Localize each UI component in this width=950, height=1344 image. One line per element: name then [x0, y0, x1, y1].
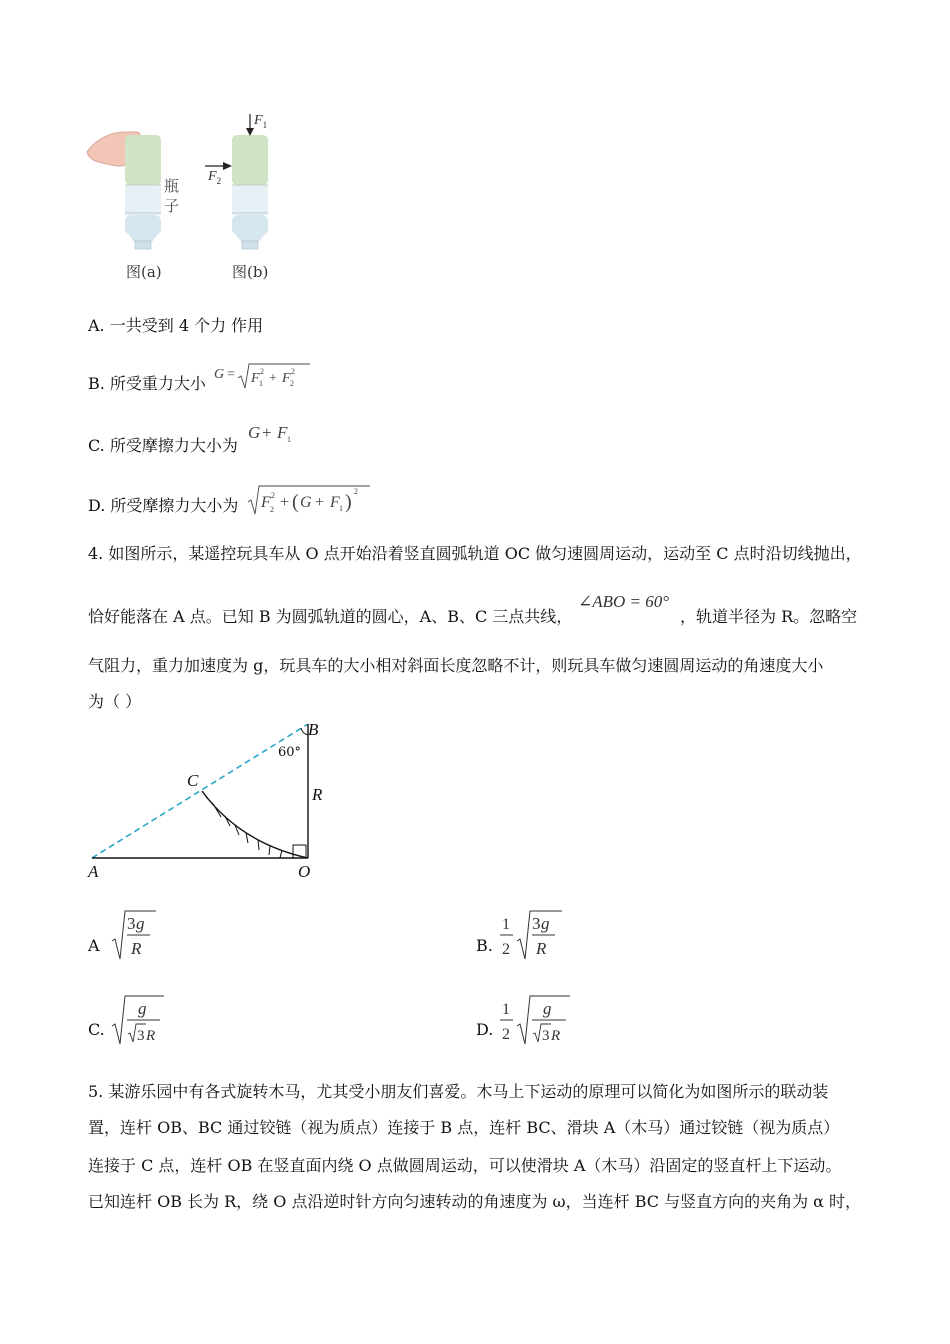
label-angle: 60° [278, 745, 302, 760]
svg-text:G: G [214, 367, 225, 382]
svg-text:R: R [131, 939, 142, 958]
svg-text:F: F [261, 494, 271, 511]
svg-text:+: + [315, 494, 325, 511]
svg-text:F: F [277, 423, 288, 442]
svg-text:): ) [345, 491, 352, 513]
svg-text:3: 3 [542, 1028, 550, 1044]
q3-option-d-text: D. 所受摩擦力大小为 [88, 496, 239, 515]
q4-option-a-label: A [88, 936, 100, 955]
f2-label: F [208, 169, 217, 184]
q3-option-b-formula [214, 360, 314, 392]
svg-text:+: + [269, 371, 277, 386]
label-a: A [88, 862, 99, 881]
q4-line-4: 为（ ） [88, 692, 142, 711]
svg-text:G: G [248, 423, 261, 442]
svg-text:F: F [282, 371, 291, 386]
svg-text:g: g [138, 999, 147, 1018]
f1-label: F [254, 113, 263, 128]
label-r: R [312, 785, 323, 804]
svg-text:2: 2 [502, 1026, 510, 1043]
svg-text:F: F [330, 494, 340, 511]
svg-text:g: g [543, 999, 552, 1018]
svg-text:G: G [300, 494, 312, 511]
svg-text:1: 1 [259, 379, 263, 388]
svg-text:2: 2 [502, 941, 510, 958]
svg-text:(: ( [292, 491, 299, 513]
q5-line-2: 置，连杆 OB、BC 通过铰链（视为质点）连接于 B 点，连杆 BC、滑块 A（木马）通过铰链（视为质点） [88, 1118, 840, 1137]
svg-text:2: 2 [354, 487, 358, 496]
arc-co [202, 791, 308, 858]
svg-text:3: 3 [127, 914, 136, 933]
q4-option-d-formula [498, 992, 578, 1048]
q5-line-4: 已知连杆 OB 长为 R，绕 O 点沿逆时针方向匀速转动的角速度为 ω，当连杆 BC 与竖直方向的夹角为 α 时， [88, 1192, 862, 1211]
label-o: O [298, 862, 311, 881]
q4-line-3: 气阻力，重力加速度为 g，玩具车的大小相对斜面长度忽略不计，则玩具车做匀速圆周运动的角速度大小 [88, 656, 824, 675]
bottle-label-1: 瓶 [164, 177, 180, 195]
label-c: C [187, 771, 199, 790]
q4-line-2a: 恰好能落在 A 点。已知 B 为圆弧轨道的圆心，A、B、C 三点共线， [88, 607, 573, 626]
svg-text:+: + [262, 423, 272, 442]
q4-line-1: 4. 如图所示，某遥控玩具车从 O 点开始沿着竖直圆弧轨道 OC 做匀速圆周运动，运动至 C 点时沿切线抛出， [88, 544, 862, 563]
q5-line-3: 连接于 C 点，连杆 OB 在竖直面内绕 O 点做圆周运动，可以使滑块 A（木马）沿固定的竖直杆上下运动。 [88, 1156, 842, 1175]
svg-text:3: 3 [532, 914, 541, 933]
q4-option-a-formula [110, 907, 160, 963]
svg-text:1: 1 [339, 504, 343, 513]
q4-option-b-formula [498, 907, 568, 963]
svg-text:2: 2 [270, 505, 274, 514]
svg-text:F: F [251, 371, 260, 386]
bottle-label-2: 子 [164, 197, 180, 215]
q4-line-2b: ，轨道半径为 R。忽略空 [680, 607, 858, 626]
q4-option-d-label: D. [476, 1020, 494, 1039]
caption-a: 图(a) [126, 263, 162, 281]
svg-text:1: 1 [502, 1001, 510, 1018]
svg-text:2: 2 [260, 367, 264, 376]
q4-option-b-label: B. [476, 936, 493, 955]
label-b: B [308, 720, 319, 739]
bottle-a [125, 135, 161, 249]
svg-text:g: g [136, 914, 145, 933]
q4-option-c-label: C. [88, 1020, 105, 1039]
svg-text:+: + [280, 494, 290, 511]
q3-option-c-formula [248, 422, 308, 446]
line-ab [92, 724, 308, 858]
q3-option-c-text: C. 所受摩擦力大小为 [88, 436, 238, 455]
svg-text:2: 2 [290, 379, 294, 388]
f1-sub: 1 [262, 120, 268, 130]
svg-text:R: R [536, 939, 547, 958]
svg-text:2: 2 [291, 367, 295, 376]
q3-option-d-formula [246, 482, 376, 518]
svg-text:1: 1 [287, 435, 291, 444]
svg-text:2: 2 [271, 491, 275, 500]
bottle-b [232, 135, 268, 249]
svg-text:=: = [227, 367, 235, 382]
caption-b: 图(b) [232, 263, 269, 281]
q4-angle: ∠ABO = 60° [578, 592, 670, 611]
svg-text:g: g [541, 914, 550, 933]
svg-text:R: R [146, 1028, 156, 1044]
q3-option-b-text: B. 所受重力大小 [88, 374, 206, 393]
f2-sub: 2 [216, 176, 222, 186]
svg-text:3: 3 [137, 1028, 145, 1044]
q3-option-a: A. 一共受到 4 个力 作用 [88, 316, 264, 335]
svg-text:R: R [551, 1028, 561, 1044]
svg-text:1: 1 [502, 916, 510, 933]
q4-option-c-formula [110, 992, 170, 1048]
q5-line-1: 5. 某游乐园中有各式旋转木马，尤其受小朋友们喜爱。木马上下运动的原理可以简化为如图所示的联动装 [88, 1082, 829, 1101]
